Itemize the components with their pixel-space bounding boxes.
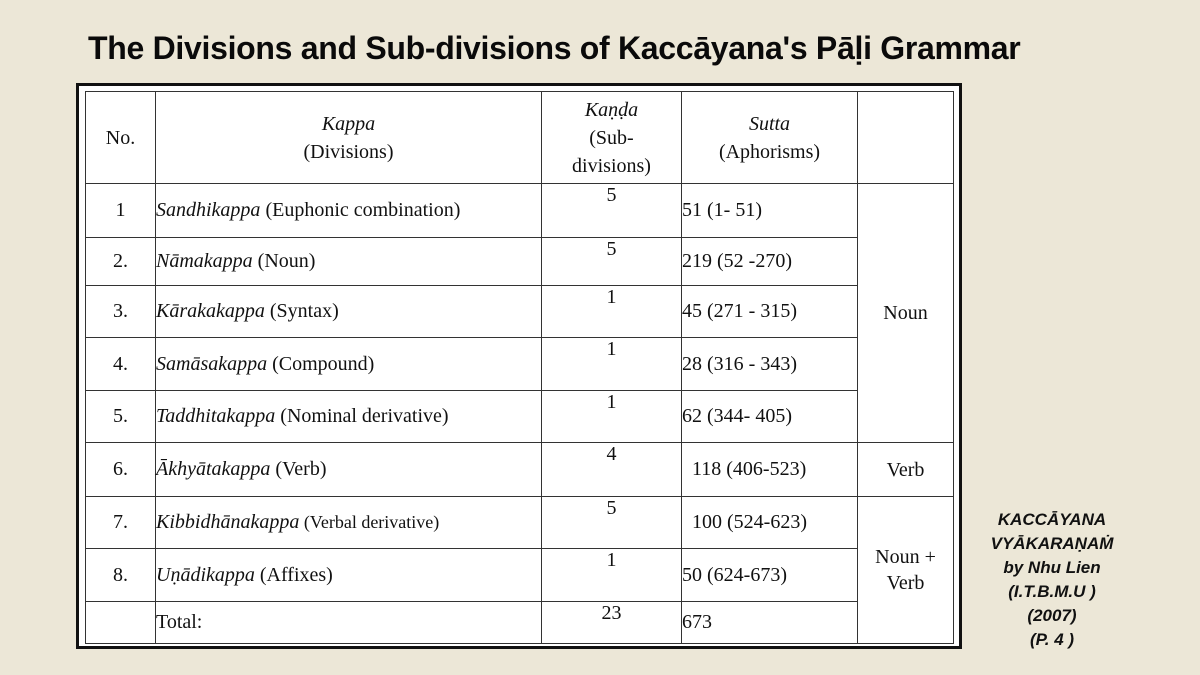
sutta-cell: 62 (344- 405) xyxy=(682,391,858,443)
kanda-cell: 5 xyxy=(542,238,682,286)
header-group xyxy=(858,92,954,184)
kappa-desc: (Verb) xyxy=(270,458,327,480)
kanda-cell: 4 xyxy=(542,443,682,497)
header-no: No. xyxy=(86,92,156,184)
total-sutta: 673 xyxy=(682,602,858,644)
kappa-cell xyxy=(156,238,542,286)
total-row xyxy=(86,602,954,644)
kappa-desc: (Syntax) xyxy=(264,300,339,322)
kappa-cell xyxy=(156,549,542,602)
row-number: 1 xyxy=(86,184,156,238)
sutta-cell: 100 (524-623) xyxy=(682,497,858,549)
kappa-cell xyxy=(156,497,542,549)
sutta-cell: 219 (52 -270) xyxy=(682,238,858,286)
slide-title: The Divisions and Sub-divisions of Kaccāyana's Pāḷi Grammar xyxy=(88,30,1021,66)
table-row xyxy=(86,549,954,602)
kappa-name: Nāmakappa xyxy=(156,250,253,272)
kappa-cell xyxy=(156,443,542,497)
header-sutta: Sutta (Aphorisms) xyxy=(682,92,858,184)
kappa-name: Samāsakappa xyxy=(156,352,268,375)
row-number: 2. xyxy=(86,238,156,286)
total-kanda: 23 xyxy=(542,602,682,644)
total-number-blank xyxy=(86,602,156,644)
kanda-cell: 5 xyxy=(542,497,682,549)
table-row xyxy=(86,443,954,497)
table-row xyxy=(86,238,954,286)
sutta-cell: 28 (316 - 343) xyxy=(682,338,858,391)
kappa-name: Ākhyātakappa xyxy=(156,458,271,480)
citation-line: KACCĀYANA xyxy=(997,510,1107,529)
kappa-desc: (Euphonic combination) xyxy=(260,199,461,221)
kappa-desc: (Verbal derivative) xyxy=(299,512,440,532)
source-citation xyxy=(972,508,1132,652)
kappa-name: Taddhitakappa xyxy=(156,405,276,427)
header-kanda: Kaṇḍa (Sub- divisions) xyxy=(542,92,682,184)
table-row xyxy=(86,391,954,443)
table-row xyxy=(86,184,954,238)
row-number: 3. xyxy=(86,286,156,338)
kappa-cell xyxy=(156,391,542,443)
row-number: 8. xyxy=(86,549,156,602)
kappa-name: Sandhikappa xyxy=(156,199,261,221)
citation-line: (P. 4 ) xyxy=(1029,630,1075,649)
kanda-cell: 1 xyxy=(542,338,682,391)
citation-line: by Nhu Lien xyxy=(1003,558,1101,577)
sutta-cell: 45 (271 - 315) xyxy=(682,286,858,338)
kappa-cell xyxy=(156,184,542,238)
row-number: 5. xyxy=(86,391,156,443)
citation-line: (I.T.B.M.U ) xyxy=(1008,582,1096,601)
group-noun: Noun xyxy=(858,184,954,443)
divisions-table xyxy=(85,91,954,644)
kappa-desc: (Nominal derivative) xyxy=(275,405,449,427)
citation-line: (2007) xyxy=(1027,606,1077,625)
sutta-cell: 51 (1- 51) xyxy=(682,184,858,238)
kappa-desc: (Noun) xyxy=(252,250,316,272)
table-frame xyxy=(76,83,962,649)
table-row xyxy=(86,338,954,391)
citation-line: VYĀKARAṆAṀ xyxy=(990,534,1114,553)
header-kappa: Kappa (Divisions) xyxy=(156,92,542,184)
group-verb: Verb xyxy=(858,443,954,497)
total-label: Total: xyxy=(156,602,542,644)
kanda-cell: 1 xyxy=(542,286,682,338)
row-number: 6. xyxy=(86,443,156,497)
header-row xyxy=(86,92,954,184)
group-noun-verb: Noun + Verb xyxy=(858,497,954,644)
kanda-cell: 1 xyxy=(542,391,682,443)
kanda-cell: 5 xyxy=(542,184,682,238)
table-row xyxy=(86,497,954,549)
kappa-name: Kibbidhānakappa xyxy=(156,511,300,533)
kappa-name: Uṇādikappa xyxy=(156,563,255,586)
kappa-name: Kārakakappa xyxy=(156,300,265,322)
kappa-cell xyxy=(156,338,542,391)
kappa-desc: (Affixes) xyxy=(254,563,333,586)
kappa-cell xyxy=(156,286,542,338)
sutta-cell: 118 (406-523) xyxy=(682,443,858,497)
row-number: 4. xyxy=(86,338,156,391)
table-row xyxy=(86,286,954,338)
kanda-cell: 1 xyxy=(542,549,682,602)
kappa-desc: (Compound) xyxy=(267,352,375,375)
row-number: 7. xyxy=(86,497,156,549)
sutta-cell: 50 (624-673) xyxy=(682,549,858,602)
